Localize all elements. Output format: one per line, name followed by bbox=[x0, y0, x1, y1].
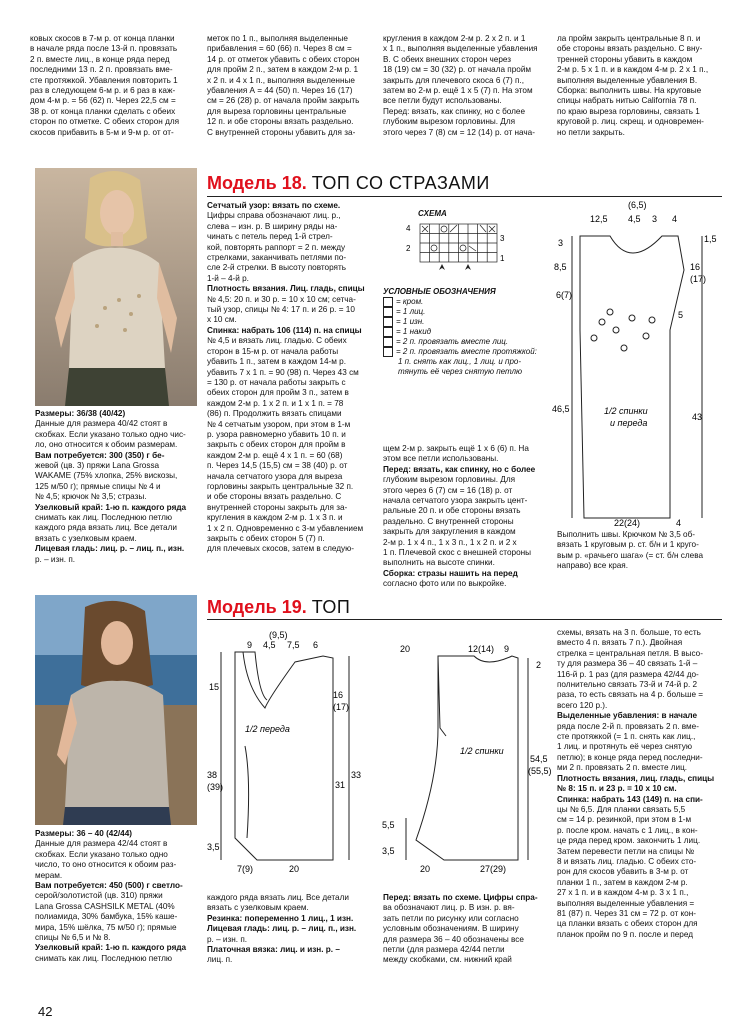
text-line: Перед: вязать, как спинку, но с более bbox=[383, 464, 536, 474]
model18-assembly-text bbox=[557, 530, 723, 572]
text-line: х 10 см. bbox=[207, 315, 237, 325]
legend-symbol-icon bbox=[383, 307, 393, 317]
text-line: см = 14 р. резинкой, при этом в 1-м bbox=[557, 815, 692, 825]
text-line: Вам потребуется: 300 (350) г бе- bbox=[35, 450, 165, 460]
m19f-dim-top-1: 9 bbox=[247, 640, 253, 650]
legend-symbol-icon bbox=[383, 317, 393, 327]
legend-item bbox=[383, 367, 548, 377]
model18-title bbox=[207, 173, 490, 194]
text-line: глубоким вырезом горловины. Для bbox=[383, 475, 516, 485]
text-line: сторон по отметке. С обеих сторон для bbox=[30, 117, 180, 127]
text-line: № 4,5: 20 п. и 30 р. = 10 х 10 см; сетча- bbox=[207, 294, 356, 304]
text-line: 38 р. от конца планки сделать с обеих bbox=[30, 106, 176, 116]
m19f-dim-bottom-0: 7(9) bbox=[237, 864, 254, 874]
text-line: 2-м р. 5 х 1 п. и в каждом 4-м р. 2 х 1 п., bbox=[557, 65, 709, 75]
text-line: 81 (87) п. Через 31 см = 72 р. от кон- bbox=[557, 908, 696, 918]
text-line: убавить 7 х 1 п. = 90 (98) п. Через 43 см bbox=[207, 367, 359, 377]
text-line: полнительно связать 73-й и 74-й р. 2 bbox=[557, 680, 698, 690]
text-line: все петли будут использованы. bbox=[383, 96, 502, 106]
m19b-dim-right-2: (55,5) bbox=[528, 766, 552, 776]
text-line: горловины закрыть центральные 32 п. bbox=[207, 481, 354, 491]
text-line: Узелковый край: 1-ю п. каждого ряда bbox=[35, 943, 187, 953]
model18-scheme-title: СХЕМА bbox=[418, 209, 447, 218]
m18-dim-top-3: 3 bbox=[652, 214, 658, 224]
text-line: закрыть с обеих сторон 5 (7) п. bbox=[207, 534, 325, 543]
text-line: Выделенные убавления: в начале bbox=[557, 711, 698, 721]
text-line: 2 п. вместе лиц., в конце ряда перед bbox=[30, 54, 170, 64]
text-line: № 4,5; крючок № 3,5; стразы. bbox=[35, 492, 147, 502]
page-number: 42 bbox=[38, 1004, 53, 1019]
text-line: закрыть для плечевого скоса 6 (7) п., bbox=[383, 75, 524, 85]
model19-title-number: Модель 19. bbox=[207, 597, 307, 617]
m19b-label: 1/2 спинки bbox=[460, 746, 504, 756]
m18-label-1: и переда bbox=[610, 418, 648, 428]
text-line: р. – изн. п. bbox=[35, 554, 76, 564]
legend-symbol-icon bbox=[383, 297, 393, 307]
m19f-dim-left-1: 38 bbox=[207, 770, 218, 780]
model19-col3-text bbox=[383, 893, 547, 966]
legend-list bbox=[383, 297, 548, 377]
text-line: согласно фото или по выкройке. bbox=[383, 579, 507, 589]
model19-title-name: ТОП bbox=[311, 597, 351, 617]
text-line: затем во 2-м р. ещё 1 х 5 (7) п. На этом bbox=[383, 86, 533, 96]
text-line: Сетчатый узор: вязать по схеме. bbox=[207, 201, 341, 210]
text-line: всего 120 р.). bbox=[557, 700, 608, 710]
text-line: выполнить на высоте спинки. bbox=[383, 558, 495, 568]
m18-dim-bottom-0: 22(24) bbox=[614, 518, 641, 528]
chart-row-numbers bbox=[406, 224, 505, 263]
m19f-dim-right-3: 31 bbox=[335, 780, 346, 790]
text-line: полиамида, 30% бамбука, 15% каше- bbox=[35, 912, 178, 922]
text-line: каждом 2-м р. ещё 4 х 1 п. = 60 (68) bbox=[207, 450, 343, 460]
text-line: см = 26 (28) р. от начала пройм закрыть bbox=[207, 96, 360, 106]
text-line: этом все петли использованы. bbox=[383, 454, 499, 464]
text-line: Лицевая гладь: лиц. р. – лиц. п., изн. bbox=[35, 544, 185, 554]
text-line: и обе стороны вязать раздельно. С bbox=[207, 492, 342, 502]
m19f-dim-right-1: (17) bbox=[333, 702, 350, 712]
text-line: начала сетчатого узора закрыть цент- bbox=[383, 496, 528, 506]
text-line: Размеры: 36 – 40 (42/44) bbox=[35, 829, 133, 838]
model19-col2-text bbox=[207, 893, 373, 966]
m19f-dim-left-3: 3,5 bbox=[207, 842, 220, 852]
legend-item bbox=[383, 337, 548, 347]
text-line: щем 2-м р. закрыть ещё 1 х 6 (6) п. На bbox=[383, 444, 529, 453]
text-line: ла пройм закрыть центральные 8 п. и bbox=[557, 34, 701, 43]
m18-dim-right-1: 16 bbox=[690, 262, 701, 272]
text-line: круговой р. лиц. скрещ. и одновремен- bbox=[557, 117, 704, 127]
text-line: снимать как лиц. Последнюю петлю bbox=[35, 953, 172, 963]
text-line: стрелками, заканчивать петлями по- bbox=[207, 253, 347, 263]
text-line: 2-м р. 1 х 4 п., 1 х 3 п., 1 х 2 п. и 2 х bbox=[383, 537, 517, 547]
text-line: 1-й – 4-й р. bbox=[207, 273, 249, 283]
text-line: 27 х 1 п. и в каждом 4-м р. 3 х 1 п., bbox=[557, 888, 689, 898]
model18-right-text bbox=[383, 444, 547, 590]
m18-dim-bottom-1: 4 bbox=[676, 518, 682, 528]
rhinestones bbox=[591, 309, 655, 351]
text-line: раза, то есть связать на 4 р. больше = bbox=[557, 690, 704, 700]
legend-text: 1 п. снять как лиц., 1 лиц. и про- bbox=[398, 357, 522, 366]
text-line: вым р. «рачьего шага» (= ст. б/н слева bbox=[557, 550, 704, 560]
text-line: этого через 6 (7) см = 16 (18) р. от bbox=[383, 485, 513, 495]
text-line: Данные для размера 42/44 стоят в bbox=[35, 839, 168, 849]
text-line: Плотность вязания, лиц. гладь, спицы bbox=[557, 773, 715, 783]
model18-title-name: ТОП СО СТРАЗАМИ bbox=[311, 173, 490, 193]
m19f-dim-top-3: 7,5 bbox=[287, 640, 300, 650]
text-line: кой, повторять раппорт = 2 п. между bbox=[207, 242, 346, 252]
legend-item bbox=[383, 317, 548, 327]
chart-row-1: 1 bbox=[500, 254, 505, 263]
text-line: обеих сторон для пройм 3 п., затем в bbox=[207, 388, 349, 398]
text-line: Выполнить швы. Крючком № 3,5 об- bbox=[557, 530, 696, 539]
text-line: р. после кром. начать с 1 лиц., в кон- bbox=[557, 825, 698, 835]
legend-text: = 1 изн. bbox=[396, 317, 425, 326]
model19-left-text bbox=[35, 829, 197, 964]
m19b-dim-right-0: 2 bbox=[536, 660, 542, 670]
text-line: х 2 п. и 4 х 1 п., выполняя выделенные bbox=[207, 75, 355, 85]
model19-front-diagram bbox=[207, 628, 367, 876]
text-line: слева – изн. р. В ширину ряды на- bbox=[207, 221, 338, 231]
text-line: п. Через 14,5 (15,5) см = 38 (40) р. от bbox=[207, 461, 348, 471]
text-line: серой/золотистой (цв. 310) пряжи bbox=[35, 891, 163, 901]
m19f-dim-right-2: 33 bbox=[351, 770, 362, 780]
m18-dim-top-0: 12,5 bbox=[590, 214, 608, 224]
text-line: ту для размера 36 – 40 связать 1-й – bbox=[557, 659, 698, 669]
text-line: лиц. п. bbox=[207, 955, 233, 965]
top-text-col-2 bbox=[207, 34, 373, 138]
text-line: Сборка: выполнить швы. На круговые bbox=[557, 86, 702, 96]
text-line: (86) п. Продолжить вязать спицами bbox=[207, 409, 342, 419]
text-line: скосов прибавить в 5-м и 9-м р. от от- bbox=[30, 127, 174, 137]
m19f-dim-top-4: 6 bbox=[313, 640, 319, 650]
text-line: ва обозначают лиц. р. В изн. р. вя- bbox=[383, 903, 515, 913]
text-line: для пройм 2 п., затем в каждом 2-м р. 1 bbox=[207, 65, 359, 75]
model19-back-diagram bbox=[376, 628, 552, 876]
text-line: обе стороны вязать раздельно. С вну- bbox=[557, 44, 703, 54]
text-line: вязать с узелковым краем. bbox=[207, 903, 309, 913]
model18-left-text bbox=[35, 409, 197, 565]
text-line: последними 13 п. 2 п. провязать вме- bbox=[30, 65, 173, 75]
model18-middle-text bbox=[207, 201, 371, 555]
model18-garment-diagram bbox=[552, 200, 722, 530]
chart-row-4: 4 bbox=[406, 224, 411, 233]
text-line: це ряда перед кром. закончить 1 лиц. bbox=[557, 836, 701, 846]
legend-symbol-icon bbox=[383, 337, 393, 347]
text-line: вязать с узелковым краем. bbox=[35, 533, 137, 543]
legend-title: УСЛОВНЫЕ ОБОЗНАЧЕНИЯ bbox=[383, 287, 496, 296]
legend-item bbox=[383, 307, 548, 317]
m18-dim-top-2: 4,5 bbox=[628, 214, 641, 224]
m18-dim-left-0: 3 bbox=[558, 238, 564, 248]
text-line: № 4,5 и вязать лиц. гладью. С обеих bbox=[207, 336, 347, 346]
text-line: прибавления = 60 (66) п. Через 8 см = bbox=[207, 44, 352, 54]
m19f-dim-left-0: 15 bbox=[209, 682, 220, 692]
text-line: 116-й р. 1 раз (для размера 42/44 до- bbox=[557, 669, 699, 679]
text-line: петли (для размера 42/44 петли bbox=[383, 945, 505, 955]
text-line: Спинка: набрать 143 (149) п. на спи- bbox=[557, 794, 703, 804]
text-line: между скобками, см. нижний край bbox=[383, 955, 512, 965]
m19b-dim-top-2: 9 bbox=[504, 644, 510, 654]
legend-text: = 2 п. провязать вместе протяжкой: bbox=[396, 347, 537, 356]
text-line: тый узор, спицы № 4: 17 п. и 26 р. = 10 bbox=[207, 305, 355, 315]
m19b-dim-top-0: 20 bbox=[400, 644, 411, 654]
text-line: но петли закрыть. bbox=[557, 127, 625, 137]
text-line: Плотность вязания. Лиц. гладь, спицы bbox=[207, 284, 365, 294]
m19b-dim-right-1: 54,5 bbox=[530, 754, 548, 764]
m19b-dim-bottom-1: 27(29) bbox=[480, 864, 507, 874]
text-line: снимать как лиц. Последнюю петлю bbox=[35, 513, 172, 523]
text-line: сторон в 15-м р. от начала работы bbox=[207, 346, 339, 356]
text-line: для плечевых скосов, затем в следую- bbox=[207, 544, 354, 554]
legend-text: = 2 п. провязать вместе лиц. bbox=[396, 337, 509, 346]
text-line: начала сетчатого узора для выреза bbox=[207, 471, 343, 481]
text-line: ральные 20 п. и обе стороны вязать bbox=[383, 506, 521, 516]
text-line: петлю); в конце ряда перед последни- bbox=[557, 752, 703, 762]
legend-text: = 1 лиц. bbox=[396, 307, 426, 316]
text-line: сле 2-й стрелки. В высоту повторять bbox=[207, 263, 347, 273]
model18-title-number: Модель 18. bbox=[207, 173, 307, 193]
text-line: закрыть для закругления в каждом bbox=[383, 527, 516, 537]
text-line: число, то оно относится к обоим раз- bbox=[35, 860, 177, 870]
text-line: Сборка: стразы нашить на перед bbox=[383, 568, 518, 578]
text-line: Спинка: набрать 106 (114) п. на спицы bbox=[207, 325, 362, 335]
m19f-dim-bottom-1: 20 bbox=[289, 864, 300, 874]
text-line: кругления в каждом 2-м р. 1 х 3 п. и bbox=[207, 513, 343, 523]
top-text-col-3 bbox=[383, 34, 549, 138]
model18-photo-art bbox=[35, 168, 197, 406]
text-line: Данные для размера 40/42 стоят в bbox=[35, 419, 168, 429]
chart-row-3: 3 bbox=[500, 234, 505, 243]
text-line: Узелковый край: 1-ю п. каждого ряда bbox=[35, 502, 187, 512]
m18-dim-right-2: (17) bbox=[690, 274, 707, 284]
text-line: выполняя выделенные убавления В. bbox=[557, 75, 698, 85]
top-text-col-4 bbox=[557, 34, 723, 138]
text-line: 8 и вязать лиц. гладью. С обеих сто- bbox=[557, 856, 697, 866]
text-line: цы № 6,5. Для планки связать 5,5 bbox=[557, 804, 686, 814]
text-line: Лицевая гладь: лиц. р. – лиц. п., изн. bbox=[207, 924, 357, 934]
text-line: Цифры справа обозначают лиц. р., bbox=[207, 211, 341, 221]
m19f-dim-left-2: (39) bbox=[207, 782, 224, 792]
text-line: С внутренней стороны убавить для за- bbox=[207, 127, 356, 137]
text-line: р. узора равномерно убавить 10 п. и bbox=[207, 429, 346, 439]
text-line: Перед: вязать, как спинку, но с более bbox=[383, 106, 526, 116]
text-line: раз в следующем 6-м р. и 6 раз в каж- bbox=[30, 86, 176, 96]
text-line: сте протяжкой (= 1 п. снять как лиц., bbox=[557, 732, 696, 742]
m19b-dim-left-1: 5,5 bbox=[382, 820, 395, 830]
text-line: жевой (цв. 3) пряжи Lana Grossa bbox=[35, 461, 160, 471]
text-line: сте протяжкой. Убавления повторить 1 bbox=[30, 75, 178, 85]
text-line: ло, оно относится к обоим размерам. bbox=[35, 440, 178, 450]
text-line: этого через 7 (8) см = 12 (14) р. от нача- bbox=[383, 127, 535, 137]
text-line: вместо 4 п. вязать 7 п.). Двойная bbox=[557, 638, 683, 648]
model19-right-text bbox=[557, 628, 723, 940]
text-line: тренней стороны убавить в каждом bbox=[557, 54, 693, 64]
model18-rule bbox=[207, 196, 722, 197]
text-line: Вам потребуется: 450 (500) г светло- bbox=[35, 881, 183, 891]
text-line: Размеры: 36/38 (40/42) bbox=[35, 409, 126, 418]
m19f-label: 1/2 переда bbox=[245, 724, 290, 734]
legend-text: тянуть её через снятую петлю bbox=[398, 367, 522, 376]
model18-photo bbox=[35, 168, 197, 406]
text-line: глубоким вырезом горловины. Для bbox=[383, 117, 516, 127]
legend-symbol-icon bbox=[383, 347, 393, 357]
text-line: мира, 15% шёлка, 75 м/50 г); прямые bbox=[35, 922, 177, 932]
text-line: Резинка: попеременно 1 лиц., 1 изн. bbox=[207, 913, 354, 923]
text-line: ми 2 п. провязать 2 п. вместе лиц. bbox=[557, 763, 688, 773]
m19f-dim-top-2: 4,5 bbox=[263, 640, 276, 650]
text-line: В. С обеих внешних сторон через bbox=[383, 54, 512, 64]
text-line: для выреза горловины центральные bbox=[207, 106, 347, 116]
text-line: ца планки вязать с обеих сторон для bbox=[557, 919, 698, 929]
text-line: условным обозначениям. В ширину bbox=[383, 924, 519, 934]
chart-row-2: 2 bbox=[406, 244, 411, 253]
text-line: внутренней стороны закрыть для за- bbox=[207, 502, 348, 512]
text-line: х 1 п., выполняя выделенные убавления bbox=[383, 44, 538, 54]
text-line: каждого ряда вязать лиц. Все детали bbox=[207, 893, 349, 902]
text-line: закрыть с обеих сторон для пройм в bbox=[207, 440, 346, 450]
text-line: 1 лиц. и протянуть её через снятую bbox=[557, 742, 692, 752]
text-line: убавления А = 44 (50) п. Через 16 (17) bbox=[207, 86, 353, 96]
legend-item bbox=[383, 357, 548, 367]
m19f-dim-right-0: 16 bbox=[333, 690, 344, 700]
text-line: 18 (19) см = 30 (32) р. от начала пройм bbox=[383, 65, 532, 75]
text-line: кругления в каждом 2-м р. 2 х 2 п. и 1 bbox=[383, 34, 526, 43]
legend-item bbox=[383, 327, 548, 337]
text-line: стрелка = центральная петля. В высо- bbox=[557, 648, 703, 658]
text-line: вязать 1 круговым р. ст. б/н и 1 круго- bbox=[557, 540, 699, 550]
text-line: 12 п. и обе стороны вязать раздельно. bbox=[207, 117, 354, 127]
text-line: № 4 сетчатым узором, при этом в 1-м bbox=[207, 419, 351, 429]
text-line: ковых скосов в 7-м р. от конца планки bbox=[30, 34, 175, 43]
m18-dim-top-4: 4 bbox=[672, 214, 678, 224]
text-line: Lana Grossa CASHSILK METAL (40% bbox=[35, 901, 175, 911]
model18-legend bbox=[383, 287, 548, 377]
text-line: рон для скосов убавить в 3-м р. от bbox=[557, 867, 689, 877]
text-line: 1 п. Плечевой скос с внешней стороны bbox=[383, 548, 532, 558]
text-line: в начале ряда после 13-й п. провязать bbox=[30, 44, 178, 54]
text-line: спицы набрать нитью California 78 п. bbox=[557, 96, 697, 106]
model19-rule bbox=[207, 619, 722, 620]
m19b-dim-top-1: 12(14) bbox=[468, 644, 495, 654]
text-line: чинать с петель перед 1-й стрел- bbox=[207, 232, 333, 242]
text-line: ряда после 2-й п. провязать 2 п. вме- bbox=[557, 721, 699, 731]
text-line: выполняя выделенные убавления = bbox=[557, 898, 695, 908]
model19-photo bbox=[35, 595, 197, 825]
m18-dim-right-3: 5 bbox=[678, 310, 684, 320]
legend-text: = 1 накид bbox=[396, 327, 432, 336]
text-line: 14 р. от отметок убавить с обеих сторон bbox=[207, 54, 360, 64]
text-line: по краю выреза горловины, связать 1 bbox=[557, 106, 700, 116]
text-line: планок пройм по 9 п. после и перед bbox=[557, 929, 694, 939]
text-line: Платочная вязка: лиц. и изн. р. – bbox=[207, 945, 340, 955]
text-line: Затем перевести петли на спицы № bbox=[557, 846, 695, 856]
text-line: спицы № 6,5 и № 8. bbox=[35, 933, 111, 943]
text-line: дом 4-м р. = 56 (62) п. Через 22,5 см = bbox=[30, 96, 176, 106]
text-line: № 8: 15 п. и 23 р. = 10 х 10 см. bbox=[557, 784, 677, 794]
text-line: Перед: вязать по схеме. Цифры спра- bbox=[383, 893, 538, 902]
m18-label-0: 1/2 спинки bbox=[604, 406, 648, 416]
m18-dim-right-4: 43 bbox=[692, 412, 703, 422]
model19-photo-art bbox=[35, 595, 197, 825]
legend-text: = кром. bbox=[396, 297, 424, 306]
m18-dim-left-2: 6(7) bbox=[556, 290, 573, 300]
text-line: направо) все края. bbox=[557, 561, 629, 571]
text-line: схемы, вязать на 3 п. больше, то есть bbox=[557, 628, 701, 637]
text-line: каждого ряда вязать лиц. Все детали bbox=[35, 523, 177, 533]
m18-dim-right-0: 1,5 bbox=[704, 234, 717, 244]
text-line: убавить 1 п., затем в каждом 14-м р. bbox=[207, 357, 346, 367]
text-line: 125 м/50 г); прямые спицы № 4 и bbox=[35, 481, 161, 491]
text-line: каждом 2-м р. 1 х 2 п. и 1 х 1 п. = 78 bbox=[207, 398, 344, 408]
text-line: 1 х 2 п. Одновременно с 3-м убавлением bbox=[207, 523, 364, 533]
model19-title bbox=[207, 597, 350, 618]
legend-symbol-icon bbox=[383, 327, 393, 337]
text-line: = 130 р. от начала работы закрыть с bbox=[207, 377, 346, 387]
text-line: WAKAME (75% хлопка, 25% вискозы, bbox=[35, 471, 178, 481]
m18-dim-top-1: (6,5) bbox=[628, 200, 647, 210]
text-line: планки 1 п., затем в каждом 2-м р. bbox=[557, 877, 688, 887]
m18-dim-left-1: 8,5 bbox=[554, 262, 567, 272]
text-line: скобках. Если указано только одно bbox=[35, 849, 168, 859]
m19b-dim-left-0: 3,5 bbox=[382, 846, 395, 856]
legend-item bbox=[383, 347, 548, 357]
m19b-dim-bottom-0: 20 bbox=[420, 864, 431, 874]
m19f-dim-top-0: (9,5) bbox=[269, 630, 288, 640]
text-line: для размера 36 – 40 обозначены все bbox=[383, 934, 524, 944]
model18-scheme-chart bbox=[402, 220, 512, 282]
text-line: раздельно. С внутренней стороны bbox=[383, 516, 514, 526]
text-line: мерам. bbox=[35, 870, 63, 880]
text-line: зать петли по рисунку или согласно bbox=[383, 913, 519, 923]
top-text-col-1 bbox=[30, 34, 196, 138]
m18-dim-left-3: 46,5 bbox=[552, 404, 570, 414]
text-line: меток по 1 п., выполняя выделенные bbox=[207, 34, 348, 43]
text-line: скобках. Если указано только одно чис- bbox=[35, 429, 186, 439]
legend-item bbox=[383, 297, 548, 307]
text-line: р. – изн. п. bbox=[207, 934, 248, 944]
